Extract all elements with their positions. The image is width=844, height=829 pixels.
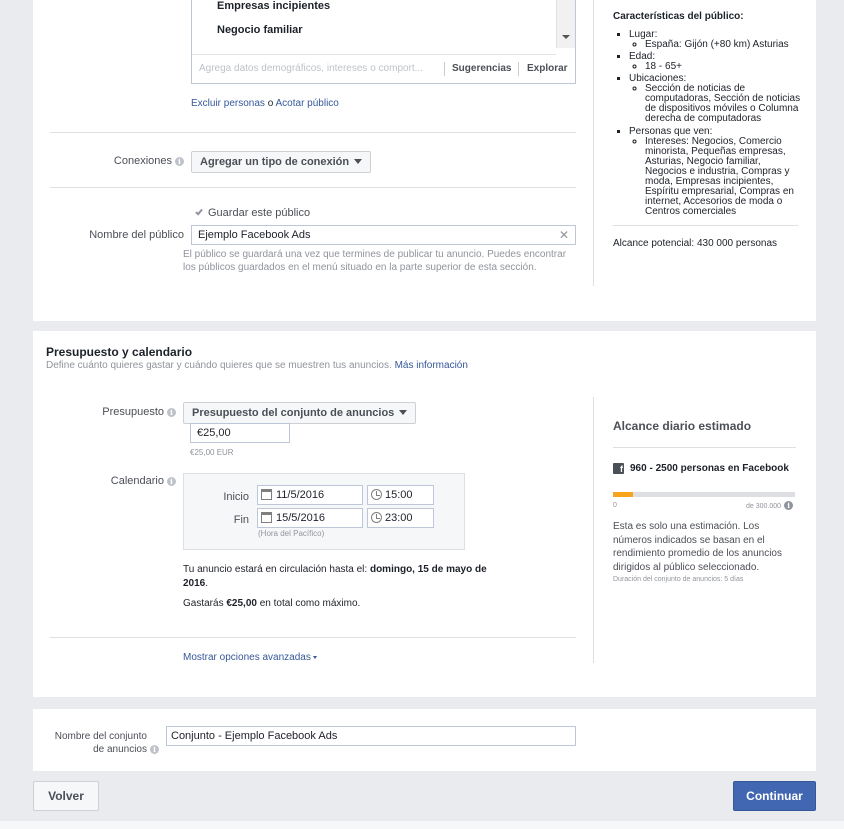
info-icon[interactable]: i bbox=[167, 477, 176, 486]
calendar-icon[interactable] bbox=[261, 512, 272, 523]
spend-prefix: Gastarás bbox=[183, 598, 227, 609]
calendar-icon[interactable] bbox=[261, 489, 272, 500]
summary-heading: Características del público: bbox=[613, 11, 744, 22]
divider bbox=[50, 132, 576, 133]
reach-scale-max-text: de 300.000 bbox=[746, 503, 782, 510]
budget-section-subtitle bbox=[46, 360, 468, 371]
reach-duration-note: Duración del conjunto de anuncios: 5 días bbox=[613, 576, 744, 583]
audience-name-input[interactable] bbox=[191, 225, 576, 245]
end-label: Fin bbox=[233, 514, 249, 526]
adset-name-label-line2-row bbox=[33, 743, 159, 756]
run-until-prefix: Tu anuncio estará en circulación hasta el: bbox=[183, 564, 370, 575]
reach-note: Esta es solo una estimación. Los números indicados se basan en el rendimiento promedio de los anuncios dirigidos al público seleccionado. bbox=[613, 521, 782, 573]
budget-type-select[interactable] bbox=[183, 402, 416, 424]
summary-item: ◦ España: Gijón (+80 km) Asturias bbox=[645, 40, 803, 50]
summary-section bbox=[629, 127, 803, 217]
start-date-value: 11/5/2016 bbox=[276, 489, 325, 501]
divider bbox=[50, 187, 576, 188]
summary-item: ◦ Intereses: Negocios, Comercio minorista, Pequeñas empresas, Asturias, Negocio familiar, Negocios e industria, Compras y moda, Empresas incipientes, Espíritu empresarial, Compras en internet, Accesorios de moda o Centros comerciales bbox=[645, 137, 803, 217]
suggestions-button[interactable]: Sugerencias bbox=[452, 63, 512, 74]
reach-range bbox=[613, 462, 793, 476]
connections-label-text: Conexiones bbox=[113, 155, 172, 167]
audience-summary bbox=[613, 12, 803, 249]
reach-bar-fill bbox=[613, 492, 633, 497]
summary-section-label: Edad: bbox=[629, 51, 656, 62]
reach-title: Alcance diario estimado bbox=[613, 419, 752, 433]
reach-bar-track bbox=[613, 492, 795, 497]
save-audience-note: El público se guardará una vez que termines de publicar tu anuncio. Puedes encontrar los públicos guardados en el menú situado en la parte superior de esta sección. bbox=[183, 249, 567, 273]
audience-name-value: Ejemplo Facebook Ads bbox=[198, 229, 311, 241]
end-date-input[interactable] bbox=[257, 508, 363, 528]
chevron-down-icon bbox=[399, 410, 407, 415]
end-time-input[interactable] bbox=[367, 508, 434, 528]
potential-reach: Alcance potencial: 430 000 personas bbox=[613, 238, 778, 249]
schedule-label bbox=[50, 475, 176, 487]
clock-icon[interactable] bbox=[371, 489, 382, 500]
reach-scale-min: 0 bbox=[613, 502, 617, 509]
end-date-value: 15/5/2016 bbox=[276, 512, 325, 524]
checkmark-icon[interactable] bbox=[195, 208, 204, 217]
divider bbox=[50, 637, 576, 638]
info-icon[interactable]: i bbox=[167, 408, 176, 417]
demo-item[interactable]: Empresas incipientes bbox=[217, 0, 331, 12]
input-separator bbox=[444, 62, 445, 76]
input-separator bbox=[518, 62, 519, 76]
timezone-note: (Hora del Pacífico) bbox=[258, 529, 325, 538]
show-advanced-label: Mostrar opciones avanzadas bbox=[183, 652, 311, 663]
clock-icon[interactable] bbox=[371, 512, 382, 523]
reach-divider bbox=[613, 447, 796, 448]
clear-icon[interactable]: ✕ bbox=[558, 228, 569, 242]
exclude-people-link[interactable]: Excluir personas bbox=[191, 98, 265, 109]
save-audience-label: Guardar este público bbox=[208, 207, 311, 219]
save-audience-checkbox-row[interactable] bbox=[195, 207, 310, 219]
summary-section-label: Personas que ven: bbox=[629, 126, 713, 137]
summary-vertical-divider bbox=[593, 0, 594, 286]
demographics-list bbox=[192, 0, 556, 55]
summary-item: ◦ Sección de noticias de computadoras, Sección de noticias de dispositivos móviles o Columna derecha de computadoras bbox=[645, 84, 803, 124]
budget-amount-note: €25,00 EUR bbox=[190, 448, 234, 457]
budget-label-text: Presupuesto bbox=[102, 406, 164, 418]
end-time-value: 23:00 bbox=[385, 512, 413, 524]
summary-section bbox=[629, 30, 803, 50]
show-advanced-options-link[interactable] bbox=[183, 652, 317, 663]
total-spend-text bbox=[183, 598, 360, 609]
info-icon[interactable]: i bbox=[784, 501, 793, 510]
reach-scale-max bbox=[746, 501, 793, 510]
schedule-label-text: Calendario bbox=[110, 475, 164, 487]
connections-label bbox=[60, 155, 184, 167]
add-connection-type-button[interactable] bbox=[191, 151, 371, 173]
demographics-scrollbar[interactable] bbox=[556, 0, 575, 48]
summary-section bbox=[629, 52, 803, 72]
add-connection-type-label: Agregar un tipo de conexión bbox=[200, 156, 350, 168]
run-until-text bbox=[183, 563, 503, 591]
summary-item: ◦ 18 - 65+ bbox=[645, 62, 803, 72]
run-until-date: domingo, 15 de mayo de 2016 bbox=[183, 564, 487, 589]
budget-section-title: Presupuesto y calendario bbox=[46, 345, 193, 359]
chevron-down-icon bbox=[313, 656, 317, 659]
summary-divider bbox=[613, 225, 798, 226]
back-button[interactable]: Volver bbox=[33, 781, 99, 811]
facebook-icon: f bbox=[613, 463, 624, 474]
start-label: Inicio bbox=[223, 491, 249, 503]
demo-item[interactable]: Negocio familiar bbox=[217, 24, 303, 36]
budget-label bbox=[50, 406, 176, 418]
page-bottom-strip bbox=[0, 821, 844, 829]
spend-suffix: en total como máximo. bbox=[256, 598, 361, 609]
spend-amount: €25,00 bbox=[226, 598, 257, 609]
adset-name-input[interactable]: Conjunto - Ejemplo Facebook Ads bbox=[166, 726, 576, 746]
chevron-down-icon bbox=[354, 159, 362, 164]
budget-subtitle-text: Define cuánto quieres gastar y cuándo quieres que se muestren tus anuncios. bbox=[46, 360, 392, 371]
info-icon[interactable]: i bbox=[175, 157, 184, 166]
summary-section bbox=[629, 74, 803, 124]
start-time-input[interactable] bbox=[367, 485, 434, 505]
narrow-audience-link[interactable]: Acotar público bbox=[275, 98, 339, 109]
reach-vertical-divider bbox=[593, 397, 594, 663]
reach-range-text: 960 - 2500 personas en Facebook bbox=[630, 463, 789, 474]
audience-name-label: Nombre del público bbox=[89, 229, 184, 241]
adset-name-label-line2: de anuncios bbox=[93, 744, 147, 755]
or-text: o bbox=[267, 98, 274, 109]
exclude-narrow-row bbox=[191, 98, 339, 109]
summary-section-label: Ubicaciones: bbox=[629, 73, 687, 84]
more-info-link[interactable]: Más información bbox=[394, 360, 468, 371]
budget-amount-input[interactable]: €25,00 bbox=[190, 423, 290, 443]
adset-name-label bbox=[33, 730, 159, 756]
info-icon[interactable]: i bbox=[150, 745, 159, 754]
run-until-suffix: . bbox=[205, 578, 209, 589]
explore-button[interactable]: Explorar bbox=[527, 63, 568, 74]
demographics-search-input[interactable]: Agrega datos demográficos, intereses o comport... bbox=[199, 63, 424, 74]
start-time-value: 15:00 bbox=[385, 489, 413, 501]
adset-name-label-line1: Nombre del conjunto bbox=[54, 731, 147, 742]
budget-type-value: Presupuesto del conjunto de anuncios bbox=[192, 407, 395, 419]
scroll-down-arrow-icon[interactable] bbox=[562, 35, 570, 39]
continue-button[interactable]: Continuar bbox=[733, 781, 816, 811]
start-date-input[interactable] bbox=[257, 485, 363, 505]
summary-section-label: Lugar: bbox=[629, 29, 658, 40]
